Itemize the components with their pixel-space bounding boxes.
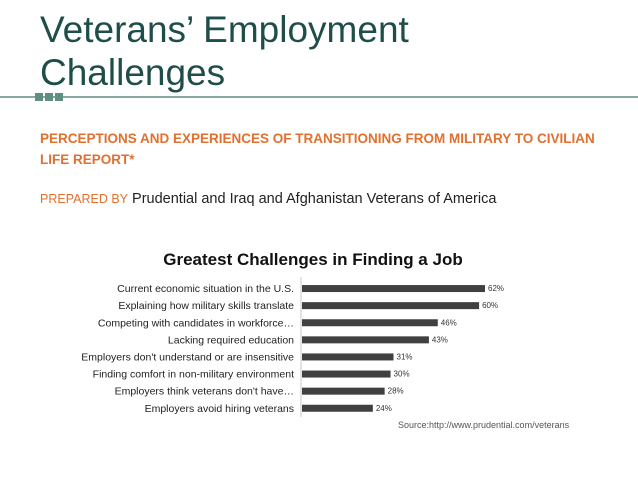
category-label: Explaining how military skills translate	[118, 300, 294, 313]
bar	[302, 405, 373, 412]
value-label: 60%	[482, 301, 499, 311]
divider-line	[0, 96, 638, 98]
slide-title: Veterans’ Employment Challenges	[40, 9, 409, 93]
category-label: Employers don't understand or are insensitive	[81, 351, 294, 364]
bar	[302, 302, 479, 309]
value-label: 28%	[387, 386, 404, 396]
prepared-by-prefix: PREPARED BY	[40, 192, 128, 206]
value-label: 62%	[488, 284, 505, 294]
value-label: 46%	[440, 318, 457, 328]
chart-title: Greatest Challenges in Finding a Job	[163, 250, 463, 269]
divider-square-3	[55, 93, 63, 101]
category-label: Lacking required education	[167, 334, 294, 347]
bar	[302, 319, 438, 326]
category-label: Employers avoid hiring veterans	[144, 402, 294, 415]
prepared-by-organizations: Prudential and Iraq and Afghanistan Veterans of America	[132, 191, 497, 207]
bar	[302, 371, 391, 378]
divider-square-2	[45, 93, 53, 101]
value-label: 31%	[396, 352, 413, 362]
category-label: Finding comfort in non-military environment	[92, 368, 294, 381]
chart-title-wrap	[0, 250, 638, 270]
bar	[302, 388, 385, 395]
prepared-by-line	[40, 191, 620, 207]
category-label: Competing with candidates in workforce…	[97, 317, 294, 330]
category-label: Employers think veterans don't have…	[114, 385, 294, 398]
source-note: Source:http://www.prudential.com/veterans	[398, 420, 570, 430]
report-subtitle: PERCEPTIONS AND EXPERIENCES OF TRANSITIONING FROM MILITARY TO CIVILIAN LIFE REPORT*	[40, 131, 595, 167]
bar	[302, 353, 394, 360]
title-divider	[0, 93, 638, 101]
bar	[302, 285, 485, 292]
value-label: 24%	[375, 403, 392, 413]
value-label: 43%	[431, 335, 448, 345]
value-label: 30%	[393, 369, 410, 379]
bar-chart	[0, 275, 638, 420]
category-label: Current economic situation in the U.S.	[117, 283, 294, 296]
bar	[302, 336, 429, 343]
divider-square-1	[35, 93, 43, 101]
